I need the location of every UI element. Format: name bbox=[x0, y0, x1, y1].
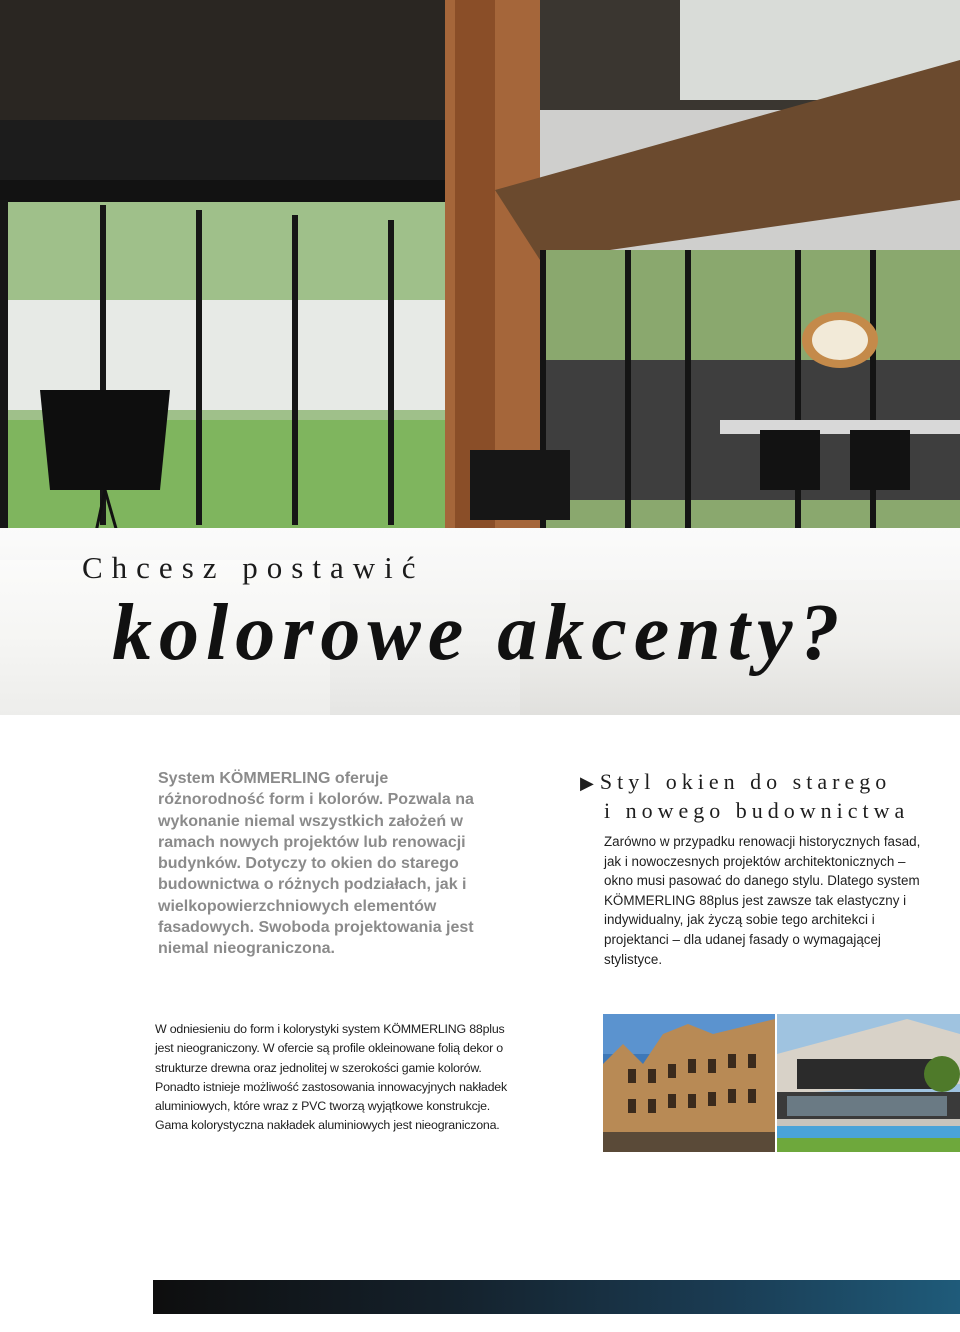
section-heading-line1-wrap bbox=[580, 768, 940, 797]
section-heading-line2: i nowego budownictwa bbox=[604, 798, 910, 823]
modern-building-image bbox=[777, 1014, 960, 1152]
historic-building-image bbox=[603, 1014, 775, 1152]
triangle-bullet-icon: ▶ bbox=[580, 773, 594, 793]
historic-building-photo bbox=[603, 1014, 775, 1152]
hero-title-line1: Chcesz postawić bbox=[82, 550, 425, 585]
section-heading-line1: Styl okien do starego bbox=[599, 769, 892, 794]
section-body-text: Zarówno w przypadku renowacji historycznych fasad, jak i nowoczesnych projektów architektonicznych – okno musi pasować do danego stylu. Dlatego system KÖMMERLING 88plus jest zawsze tak elastyczny i indywidualny, jak życzą sobie tego architekci i projektanci – dla udanej fasady o wymagającej stylistyce. bbox=[604, 834, 921, 967]
footer-gradient-bar bbox=[153, 1280, 960, 1314]
intro-paragraph bbox=[158, 768, 488, 960]
section-body bbox=[604, 832, 924, 969]
lower-paragraph bbox=[155, 1020, 525, 1136]
intro-text: System KÖMMERLING oferuje różnorodność form i kolorów. Pozwala na wykonanie niemal wszystkich założeń w ramach nowych projektów lub renowacji budynków. Dotyczy to okien do starego budownictwa o różnych podziałach, jak i wielkopowierzchniowych elementów fasadowych. Swoboda projektowania jest niemal nieograniczona. bbox=[158, 770, 474, 958]
section-heading bbox=[580, 768, 940, 824]
modern-building-photo bbox=[777, 1014, 960, 1152]
hero-title-line2: kolorowe akcenty? bbox=[112, 589, 847, 677]
lower-text: W odniesieniu do form i kolorystyki system KÖMMERLING 88plus jest nieograniczony. W ofercie są profile okleinowane folią dekor o strukturze drewna oraz jednolitej w szerokości gamie kolorów. Ponadto istnieje możliwość zastosowania innowacyjnych nakładek aluminiowych, które wraz z PVC tworzą wyjątkowe konstrukcje. Gama kolorystyczna nakładek aluminiowych jest nieograniczona. bbox=[155, 1022, 507, 1133]
